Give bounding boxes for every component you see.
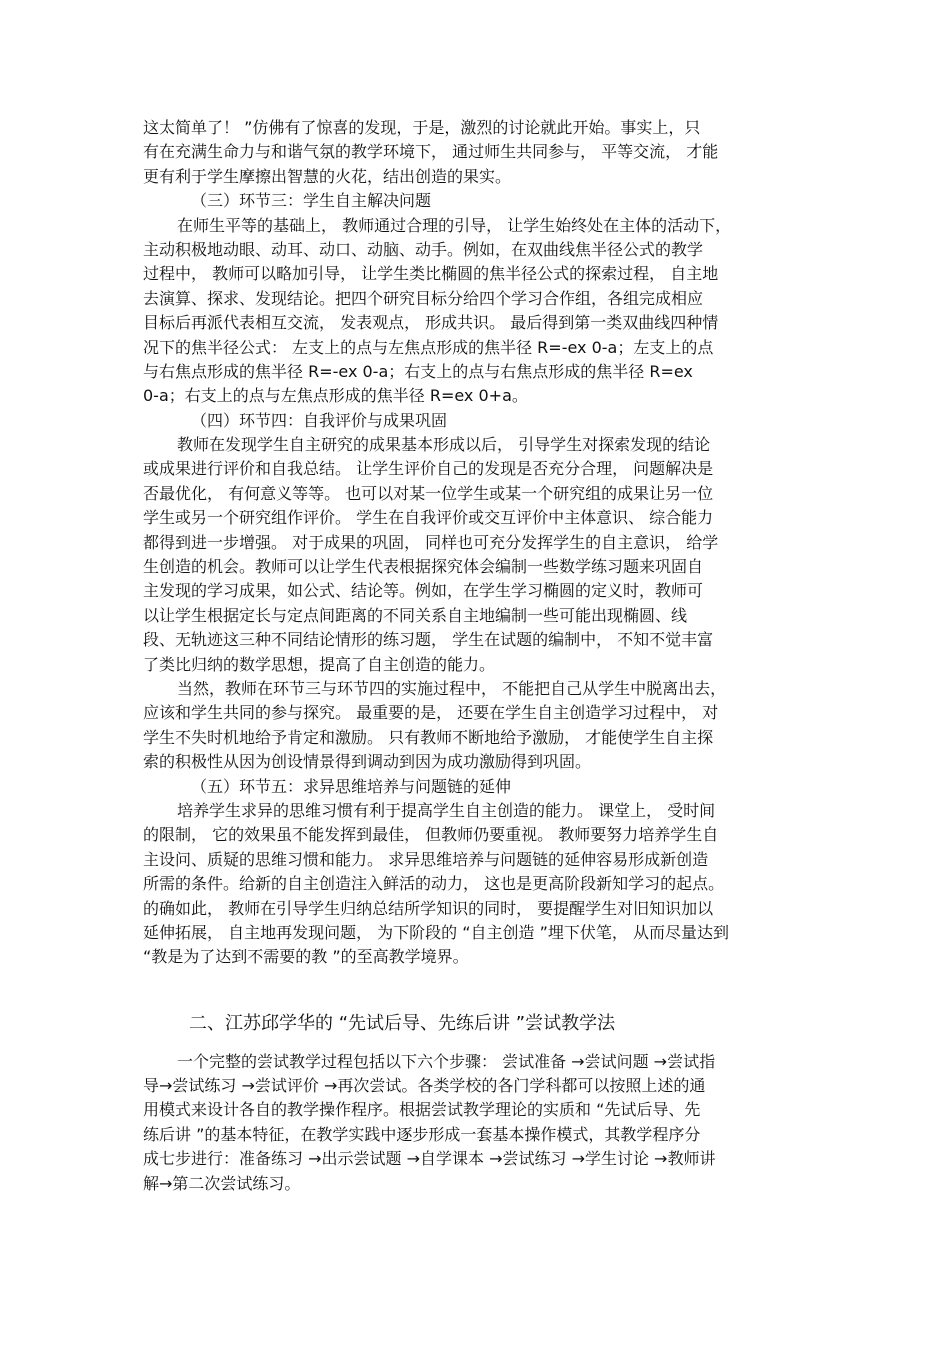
text-line: 主发现的学习成果，如公式、结论等。例如，在学生学习椭圆的定义时，教师可 (143, 581, 704, 601)
text-line: 这太简单了！ ”仿佛有了惊喜的发现，于是，激烈的讨论就此开始。事实上，只 (143, 118, 701, 137)
text-line: 延伸拓展， 自主地再发现问题， 为下阶段的 “自主创造 ”埋下伏笔， 从而尽量达到 (143, 922, 730, 942)
text-line: 与右焦点形成的焦半径 R=-ex 0-a；右支上的点与右焦点形成的焦半径 R=ex (143, 361, 693, 381)
text-line: 导→尝试练习 →尝试评价 →再次尝试。各类学校的各门学科都可以按照上述的通 (143, 1076, 706, 1096)
text-line: 都得到进一步增强。 对于成果的巩固， 同样也可充分发挥学生的自主意识， 给学 (143, 532, 719, 552)
text-line: 生创造的机会。教师可以让学生代表根据探究体会编制一些数学练习题来巩固自 (143, 557, 704, 577)
text-line: 况下的焦半径公式： 左支上的点与左焦点形成的焦半径 R=-ex 0-a；左支上的点 (143, 337, 714, 357)
text-line: 学生不失时机地给予肯定和激励。 只有教师不断地给予激励， 才能使学生自主探 (143, 727, 714, 747)
text-line: 过程中， 教师可以略加引导， 让学生类比椭圆的焦半径公式的探索过程， 自主地 (143, 264, 719, 284)
text-line: 解→第二次尝试练习。 (143, 1173, 301, 1193)
text-line: 学生或另一个研究组作评价。 学生在自我评价或交互评价中主体意识、 综合能力 (143, 508, 714, 528)
text-line: 一个完整的尝试教学过程包括以下六个步骤： 尝试准备 →尝试问题 →尝试指 (177, 1051, 716, 1071)
subsection-heading: （五）环节五：求异思维培养与问题链的延伸 (191, 776, 512, 796)
text-line: 目标后再派代表相互交流， 发表观点， 形成共识。 最后得到第一类双曲线四种情 (143, 313, 719, 333)
text-line: 当然，教师在环节三与环节四的实施过程中， 不能把自己从学生中脱离出去， (177, 678, 727, 698)
document-page (143, 116, 805, 1196)
section-heading: 二、江苏邱学华的 “先试后导、先练后讲 ”尝试教学法 (189, 1012, 616, 1034)
text-line: 或成果进行评价和自我总结。 让学生评价自己的发现是否充分合理， 问题解决是 (143, 459, 714, 479)
text-line: 用模式来设计各自的教学操作程序。根据尝试教学理论的实质和 “先试后导、先 (143, 1100, 701, 1120)
subsection-heading: （四）环节四：自我评价与成果巩固 (191, 410, 448, 430)
body-text-part-2 (143, 1050, 805, 1196)
section-gap (143, 970, 805, 1010)
text-line: 练后讲 ”的基本特征，在教学实践中逐步形成一套基本操作模式，其教学程序分 (143, 1124, 701, 1144)
text-line: 在师生平等的基础上， 教师通过合理的引导， 让学生始终处在主体的活动下， (177, 215, 732, 235)
text-line: 的限制， 它的效果虽不能发挥到最佳， 但教师仍要重视。 教师要努力培养学生自 (143, 825, 719, 845)
text-line: 去演算、探求、发现结论。把四个研究目标分给四个学习合作组，各组完成相应 (143, 288, 704, 308)
text-line: 更有利于学生摩擦出智慧的火花，结出创造的果实。 (143, 166, 512, 186)
text-line: 有在充满生命力与和谐气氛的教学环境下， 通过师生共同参与， 平等交流， 才能 (143, 142, 719, 162)
text-line: 否最优化， 有何意义等等。 也可以对某一位学生或某一个研究组的成果让另一位 (143, 483, 714, 503)
text-line: 主动积极地动眼、动耳、动口、动脑、动手。例如，在双曲线焦半径公式的教学 (143, 239, 704, 259)
body-text-part-1 (143, 116, 805, 970)
text-line: 所需的条件。给新的自主创造注入鲜活的动力， 这也是更高阶段新知学习的起点。 (143, 874, 725, 894)
text-line: 段、无轨迹这三种不同结论情形的练习题， 学生在试题的编制中， 不知不觉丰富 (143, 630, 714, 650)
text-line: 培养学生求异的思维习惯有利于提高学生自主创造的能力。 课堂上， 受时间 (177, 800, 716, 820)
text-line: 主设问、质疑的思维习惯和能力。 求异思维培养与问题链的延伸容易形成新创造 (143, 849, 709, 869)
text-line: 0-a；右支上的点与左焦点形成的焦半径 R=ex 0+a。 (143, 386, 528, 406)
text-line: 成七步进行：准备练习 →出示尝试题 →自学课本 →尝试练习 →学生讨论 →教师讲 (143, 1149, 716, 1169)
subsection-heading: （三）环节三：学生自主解决问题 (191, 191, 432, 211)
text-line: 了类比归纳的数学思想，提高了自主创造的能力。 (143, 654, 496, 674)
text-line: 以让学生根据定长与定点间距离的不同关系自主地编制一些可能出现椭圆、线 (143, 605, 688, 625)
text-line: 的确如此， 教师在引导学生归纳总结所学知识的同时， 要提醒学生对旧知识加以 (143, 898, 714, 918)
text-line: “教是为了达到不需要的教 ”的至高教学境界。 (143, 947, 469, 967)
text-line: 索的积极性从因为创设情景得到调动到因为成功激励得到巩固。 (143, 752, 592, 772)
text-line: 应该和学生共同的参与探究。 最重要的是， 还要在学生自主创造学习过程中， 对 (143, 703, 719, 723)
text-line: 教师在发现学生自主研究的成果基本形成以后， 引导学生对探索发现的结论 (177, 435, 711, 455)
